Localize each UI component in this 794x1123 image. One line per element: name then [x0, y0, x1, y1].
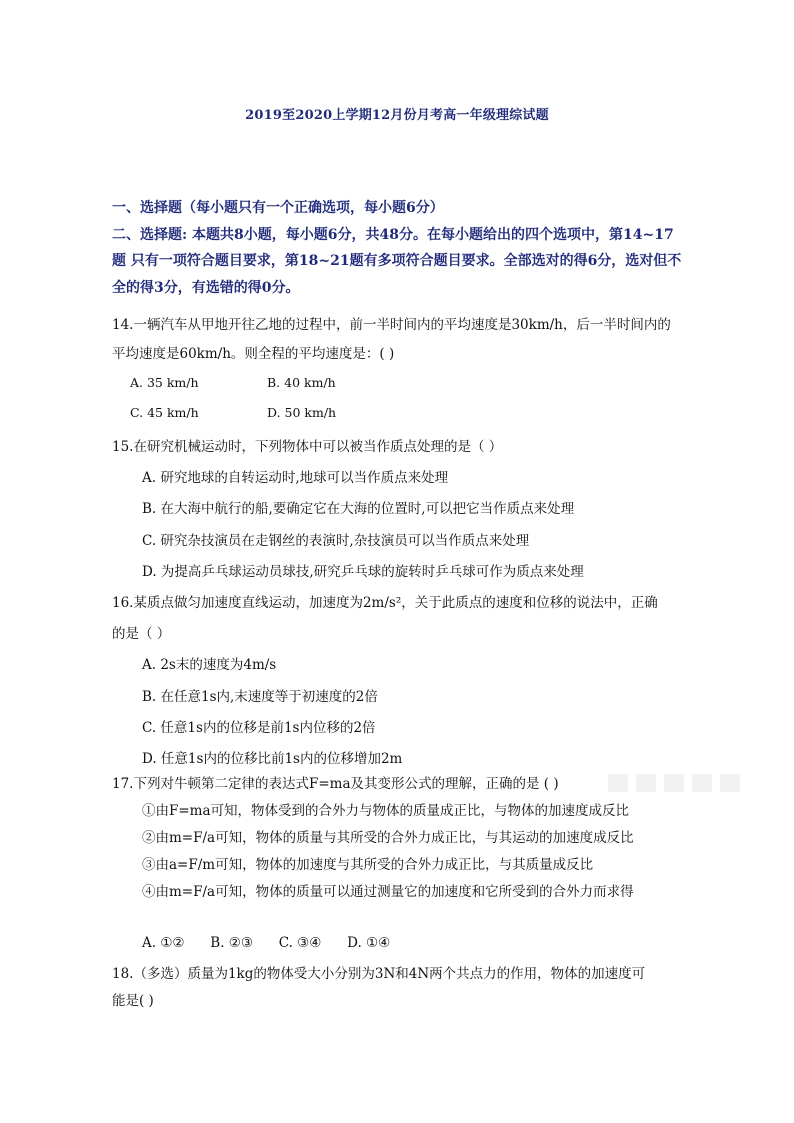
q16-option-a: A. 2s末的速度为4m/s	[142, 657, 277, 673]
q16-stem-line-1: 16.某质点做匀加速度直线运动，加速度为2m/s²，关于此质点的速度和位移的说法中，正确	[112, 595, 658, 611]
section-2-line-2: 题 只有一项符合题目要求，第18~21题有多项符合题目要求。全部选对的得6分，选对但不	[112, 253, 682, 269]
q15-option-c: C. 研究杂技演员在走钢丝的表演时,杂技演员可以当作质点来处理	[142, 533, 530, 549]
q17-item-3: ③由a=F/m可知，物体的加速度与其所受的合外力成正比，与其质量成反比	[142, 857, 594, 873]
q14-stem-line-2: 平均速度是60km/h。则全程的平均速度是：( )	[112, 346, 395, 362]
q15-option-b: B. 在大海中航行的船,要确定它在大海的位置时,可以把它当作质点来处理	[142, 501, 575, 517]
q18-stem-line-1: 18.（多选）质量为1kg的物体受大小分别为3N和4N两个共点力的作用，物体的加速度可	[112, 966, 646, 982]
q14-stem-line-1: 14.一辆汽车从甲地开往乙地的过程中，前一半时间内的平均速度是30km/h，后一半时间内的	[112, 317, 671, 333]
q14-option-c: C. 45 km/h	[130, 405, 199, 420]
q14-option-d: D. 50 km/h	[267, 405, 337, 420]
q16-option-d: D. 任意1s内的位移比前1s内的位移增加2m	[142, 751, 403, 767]
q14-option-b: B. 40 km/h	[267, 375, 336, 390]
q17-options: A. ①② B. ②③ C. ③④ D. ①④	[142, 935, 391, 951]
q16-option-b: B. 在任意1s内,末速度等于初速度的2倍	[142, 689, 378, 705]
watermark-logo	[608, 768, 758, 798]
q16-stem-line-2: 的是（ ）	[112, 626, 171, 642]
section-2-line-1: 二、选择题: 本题共8小题，每小题6分，共48分。在每小题给出的四个选项中，第14~17	[112, 227, 674, 243]
section-1-heading: 一、选择题（每小题只有一个正确选项，每小题6分）	[112, 200, 444, 216]
q15-stem: 15.在研究机械运动时，下列物体中可以被当作质点处理的是（ ）	[112, 439, 503, 455]
q16-option-c: C. 任意1s内的位移是前1s内位移的2倍	[142, 720, 376, 736]
q15-option-d: D. 为提高乒乓球运动员球技,研究乒乓球的旋转时乒乓球可作为质点来处理	[142, 564, 584, 580]
section-2-line-3: 全的得3分，有选错的得0分。	[112, 280, 300, 296]
page-title: 2019至2020上学期12月份月考高一年级理综试题	[245, 108, 549, 123]
q17-item-2: ②由m=F/a可知，物体的质量与其所受的合外力成正比，与其运动的加速度成反比	[142, 830, 634, 846]
q17-item-1: ①由F=ma可知，物体受到的合外力与物体的质量成正比，与物体的加速度成反比	[142, 803, 630, 819]
q18-stem-line-2: 能是( )	[112, 993, 154, 1009]
q17-item-4: ④由m=F/a可知，物体的质量可以通过测量它的加速度和它所受到的合外力而求得	[142, 884, 634, 900]
q14-option-a: A. 35 km/h	[130, 375, 199, 390]
q17-stem: 17.下列对牛顿第二定律的表达式F=ma及其变形公式的理解，正确的是 ( )	[112, 776, 559, 792]
q15-option-a: A. 研究地球的自转运动时,地球可以当作质点来处理	[142, 470, 449, 486]
